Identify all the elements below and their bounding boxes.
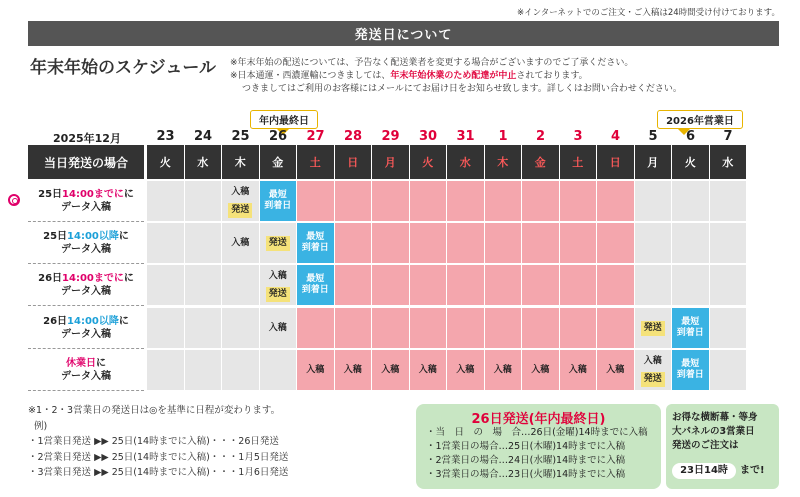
page-title: 年末年始のスケジュール — [30, 58, 216, 78]
double-circle-icon — [8, 194, 20, 206]
schedule-cell — [410, 181, 448, 221]
date-number: 23 — [156, 129, 175, 144]
footnote-line-2: 例) — [34, 420, 48, 432]
weekday-header: 水 — [710, 145, 748, 179]
schedule-cell — [147, 223, 185, 263]
date-number: 3 — [573, 129, 583, 144]
earliest-arrival-cell — [260, 181, 298, 221]
nyuko-label: 入稿 — [643, 355, 662, 366]
arrival-label: 到着日 — [676, 370, 704, 380]
schedule-cell — [222, 265, 260, 305]
weekday-header: 金 — [522, 145, 560, 179]
nyuko-label: 入稿 — [381, 364, 400, 375]
note-line-3: つきましてはご利用のお客様にはメールにてお届け日をお知らせ致します。詳しくはお問い合わせください。 — [242, 84, 682, 94]
schedule-cell — [447, 265, 485, 305]
schedule-cell — [447, 350, 485, 390]
corner-header: 当日発送の場合 — [28, 145, 144, 179]
nyuko-label: 入稿 — [306, 364, 325, 375]
row-header-line-2: データ入稿 — [61, 371, 111, 382]
nyuko-label: 入稿 — [568, 364, 587, 375]
date-number: 25 — [231, 129, 250, 144]
footnote-line-4: ・2営業日発送 ▶▶ 25日(14時までに入稿)・・・1月5日発送 — [28, 451, 289, 463]
schedule-cell — [672, 265, 710, 305]
note-line-1: ※年末年始の配送については、予告なく配送業者を変更する場合がございますのでご了承ください。 — [230, 58, 634, 68]
schedule-cell — [185, 223, 223, 263]
schedule-cell — [560, 350, 598, 390]
weekday-header: 日 — [597, 145, 635, 179]
weekday-header: 火 — [672, 145, 710, 179]
row-header — [28, 308, 144, 349]
schedule-cell — [410, 350, 448, 390]
schedule-cell — [597, 350, 635, 390]
last-day-line-4: ・3営業日の場合…23日(火曜)14時までに入稿 — [426, 469, 626, 480]
footnote-line-5: ・3営業日発送 ▶▶ 25日(14時までに入稿)・・・1月6日発送 — [28, 467, 289, 478]
schedule-cell — [410, 223, 448, 263]
schedule-cell — [297, 308, 335, 348]
date-number: 1 — [498, 129, 508, 144]
date-number: 24 — [193, 129, 213, 144]
schedule-cell — [672, 223, 710, 263]
arrival-label: 到着日 — [264, 201, 292, 211]
row-header-time: 休業日 — [66, 358, 96, 369]
weekday-header: 火 — [410, 145, 448, 179]
schedule-cell — [635, 265, 673, 305]
schedule-cell — [560, 181, 598, 221]
schedule-cell — [147, 350, 185, 390]
schedule-cell — [260, 350, 298, 390]
last-day-line-2: ・1営業日の場合…25日(木曜)14時までに入稿 — [426, 441, 626, 452]
schedule-cell — [710, 223, 748, 263]
nyuko-label: 入稿 — [606, 364, 625, 375]
weekday-header: 土 — [560, 145, 598, 179]
schedule-cell — [185, 350, 223, 390]
nyuko-label: 入稿 — [231, 186, 250, 197]
nyuko-label: 入稿 — [493, 364, 512, 375]
last-day-line-1: ・当 日 の 場 合…26日(金曜)14時までに入稿 — [426, 427, 648, 438]
schedule-cell — [372, 223, 410, 263]
row-header — [28, 181, 144, 222]
schedule-cell — [522, 308, 560, 348]
new-year-callout: 2026年営業日 — [657, 110, 743, 129]
schedule-cell — [447, 181, 485, 221]
hasso-label: 発送 — [641, 321, 665, 336]
promo-suffix: まで! — [740, 465, 765, 476]
row-header-line-1: 25日14:00以降に — [43, 231, 129, 242]
schedule-cell — [335, 265, 373, 305]
row-header-time: 14:00以降 — [67, 231, 119, 242]
schedule-cell — [710, 350, 748, 390]
arrival-label: 到着日 — [301, 285, 329, 295]
nyuko-label: 入稿 — [231, 237, 250, 248]
last-day-box-title: 26日発送(年内最終日) — [471, 412, 606, 427]
schedule-cell — [335, 223, 373, 263]
note-red-text: 年末年始休業のため配達が中止 — [390, 71, 517, 81]
schedule-cell — [222, 350, 260, 390]
nyuko-label: 入稿 — [343, 364, 362, 375]
schedule-cell — [710, 181, 748, 221]
schedule-cell — [672, 181, 710, 221]
schedule-cell — [372, 265, 410, 305]
schedule-cell — [260, 265, 298, 305]
schedule-cell — [485, 223, 523, 263]
schedule-cell — [485, 308, 523, 348]
nyuko-label: 入稿 — [268, 270, 287, 281]
schedule-cell — [485, 181, 523, 221]
schedule-cell — [185, 308, 223, 348]
promo-line-1: お得な横断幕・等身 — [672, 412, 758, 423]
row-header — [28, 265, 144, 306]
schedule-cell — [222, 308, 260, 348]
schedule-cell — [147, 265, 185, 305]
schedule-cell — [635, 181, 673, 221]
schedule-cell — [222, 181, 260, 221]
schedule-cell — [597, 308, 635, 348]
saitan-label: 最短 — [268, 190, 287, 200]
nyuko-label: 入稿 — [531, 364, 550, 375]
footnote-line-3: ・1営業日発送 ▶▶ 25日(14時までに入稿)・・・26日発送 — [28, 436, 279, 447]
arrival-label: 到着日 — [301, 243, 329, 253]
last-day-box — [416, 404, 661, 489]
last-day-line-3: ・2営業日の場合…24日(水曜)14時までに入稿 — [426, 455, 626, 466]
row-header-line-1: 25日14:00までにに — [38, 189, 134, 200]
hasso-label: 発送 — [266, 287, 290, 302]
footnote — [28, 403, 288, 481]
promo-deadline: 23日14時 — [672, 463, 736, 479]
schedule-cell — [447, 223, 485, 263]
schedule-cell — [560, 308, 598, 348]
month-label: 2025年12月 — [53, 132, 121, 145]
row-header — [28, 350, 144, 391]
nyuko-label: 入稿 — [418, 364, 437, 375]
schedule-cell — [522, 223, 560, 263]
schedule-cell — [635, 308, 673, 348]
schedule-cell — [597, 181, 635, 221]
date-number: 30 — [418, 129, 438, 144]
schedule-cell — [522, 350, 560, 390]
row-header-line-2: データ入稿 — [61, 202, 111, 213]
schedule-cell — [410, 265, 448, 305]
schedule-cell — [710, 308, 748, 348]
schedule-cell — [372, 350, 410, 390]
schedule-cell — [522, 181, 560, 221]
schedule-cell — [560, 223, 598, 263]
schedule-cell — [372, 308, 410, 348]
date-number: 4 — [610, 129, 621, 144]
saitan-label: 最短 — [681, 317, 700, 327]
promo-box — [666, 404, 779, 489]
weekday-header: 日 — [335, 145, 373, 179]
row-header-line-2: データ入稿 — [61, 244, 111, 255]
date-number: 28 — [343, 129, 363, 144]
date-number: 29 — [381, 129, 400, 144]
schedule-cell — [597, 223, 635, 263]
date-number: 5 — [648, 129, 658, 144]
row-header-line-1: 26日14:00までにに — [38, 273, 134, 284]
row-header-line-2: データ入稿 — [61, 286, 111, 297]
schedule-cell — [185, 181, 223, 221]
schedule-cell — [410, 308, 448, 348]
schedule-cell — [185, 265, 223, 305]
row-header-time: 14:00までに — [62, 273, 124, 284]
row-header-line-1: 26日14:00以降に — [43, 316, 129, 327]
promo-line-3: 発送のご注文は — [672, 440, 739, 451]
nyuko-label: 入稿 — [456, 364, 475, 375]
row-header-line-1: 休業日に — [66, 358, 106, 369]
schedule-cell — [222, 223, 260, 263]
schedule-cell — [335, 350, 373, 390]
schedule-cell — [297, 181, 335, 221]
schedule-cell — [522, 265, 560, 305]
date-number: 2 — [535, 129, 546, 144]
schedule-cell — [335, 308, 373, 348]
weekday-header: 月 — [372, 145, 410, 179]
hasso-label: 発送 — [266, 236, 290, 251]
row-header-time: 14:00以降 — [67, 316, 119, 327]
schedule-cell — [485, 265, 523, 305]
date-number: 6 — [685, 129, 696, 144]
weekday-header: 木 — [222, 145, 260, 179]
note-line-2: ※日本通運・西濃運輸につきましては、年末年始休業のため配達が中止されております。 — [230, 71, 588, 81]
date-number: 31 — [456, 129, 475, 144]
banner-title: 発送日について — [28, 21, 779, 46]
promo-line-2: 大パネルの3営業日 — [672, 426, 755, 437]
footnote-line-1: ※1・2・3営業日の発送日は◎を基準に日程が変わります。 — [28, 405, 281, 416]
earliest-arrival-cell — [297, 265, 335, 305]
schedule-cell — [372, 181, 410, 221]
row-header-time: 14:00までに — [62, 189, 124, 200]
weekday-header: 火 — [147, 145, 185, 179]
schedule-cell — [297, 350, 335, 390]
date-number: 27 — [306, 129, 325, 144]
row-header-line-2: データ入稿 — [61, 329, 111, 340]
schedule-cell — [260, 223, 298, 263]
saitan-label: 最短 — [306, 274, 325, 284]
hasso-label: 発送 — [641, 372, 665, 387]
schedule-cell — [560, 265, 598, 305]
saitan-label: 最短 — [681, 359, 700, 369]
schedule-cell — [635, 350, 673, 390]
schedule-cell — [335, 181, 373, 221]
earliest-arrival-cell — [672, 308, 710, 348]
earliest-arrival-cell — [297, 223, 335, 263]
weekday-header: 金 — [260, 145, 298, 179]
last-day-callout: 年内最終日 — [250, 110, 318, 129]
weekday-header: 土 — [297, 145, 335, 179]
schedule-cell — [447, 308, 485, 348]
schedule-cell — [710, 265, 748, 305]
saitan-label: 最短 — [306, 232, 325, 242]
schedule-cell — [635, 223, 673, 263]
row-header — [28, 223, 144, 264]
top-note: ※インターネットでのご注文・ご入稿は24時間受け付けております。 — [517, 8, 780, 18]
nyuko-label: 入稿 — [268, 322, 287, 333]
schedule-cell — [147, 181, 185, 221]
hasso-label: 発送 — [228, 203, 252, 218]
notes — [230, 57, 790, 96]
weekday-header: 水 — [447, 145, 485, 179]
schedule-cell — [597, 265, 635, 305]
schedule-cell — [260, 308, 298, 348]
weekday-header: 木 — [485, 145, 523, 179]
date-number: 26 — [268, 129, 288, 144]
schedule-cell — [147, 308, 185, 348]
date-number: 7 — [723, 129, 733, 144]
weekday-header: 水 — [185, 145, 223, 179]
earliest-arrival-cell — [672, 350, 710, 390]
weekday-header: 月 — [635, 145, 673, 179]
schedule-cell — [485, 350, 523, 390]
arrival-label: 到着日 — [676, 328, 704, 338]
